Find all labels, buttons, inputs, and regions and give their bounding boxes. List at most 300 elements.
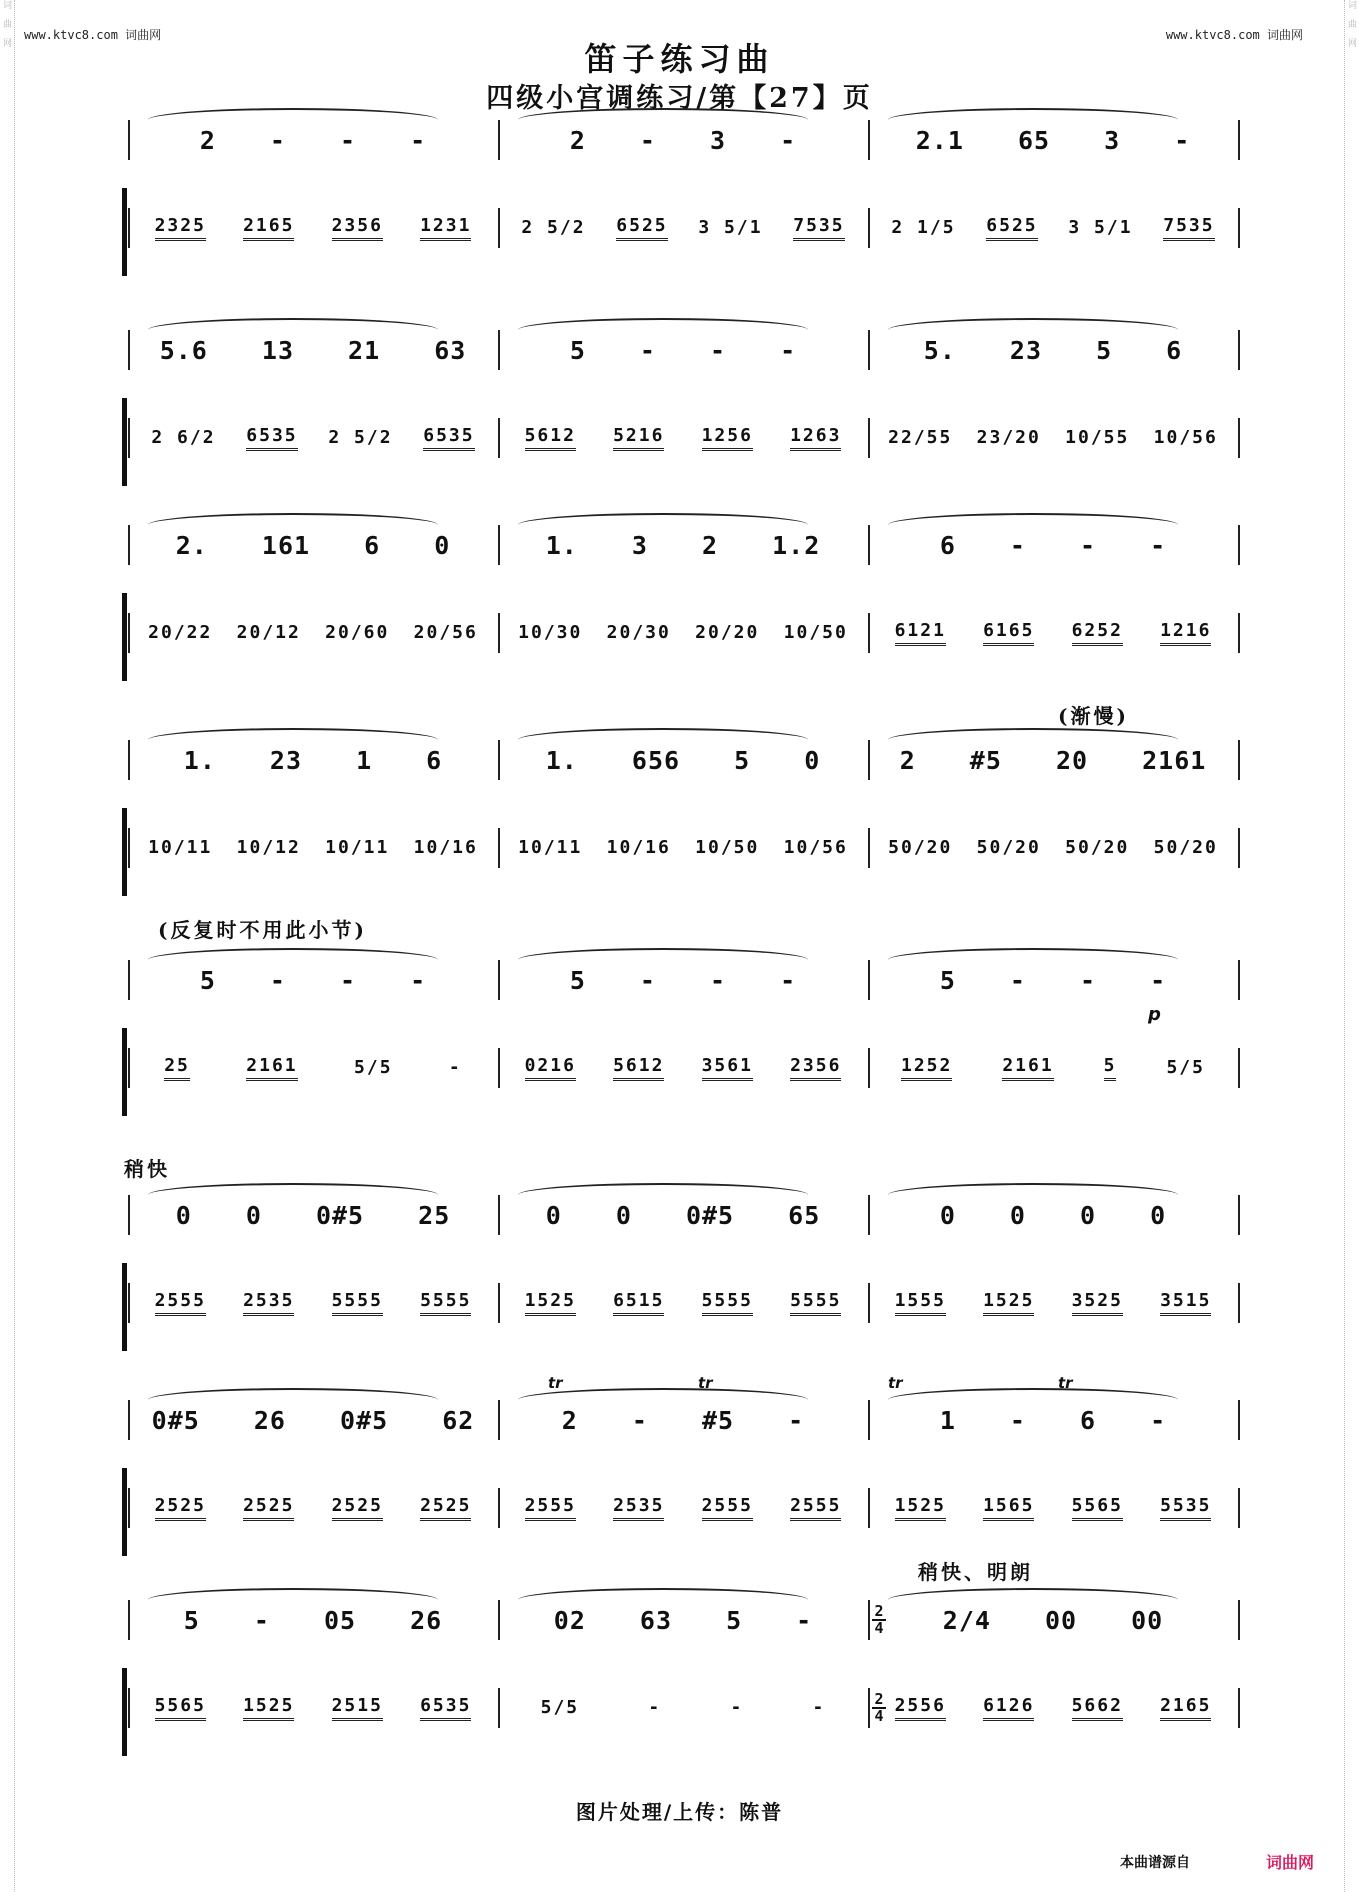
barline xyxy=(1238,1600,1240,1640)
barline xyxy=(868,828,870,868)
melody-measure xyxy=(876,525,1230,565)
melody-notes: 0 0 0#5 25 xyxy=(175,1200,451,1230)
score-system xyxy=(128,1374,1238,1560)
accompaniment-group: 6535 xyxy=(246,425,297,451)
accompaniment-group: 2325 xyxy=(155,215,206,241)
barline xyxy=(868,120,870,160)
accompaniment-measure xyxy=(136,613,490,653)
tempo-annotation: (渐慢) xyxy=(1058,704,1129,728)
accompaniment-measure xyxy=(876,418,1230,458)
phrase-slur xyxy=(888,1183,1178,1195)
accompaniment-group: 5/5 xyxy=(1166,1056,1205,1078)
melody-notes: 2. 161 6 0 xyxy=(175,530,451,560)
upload-credit: 图片处理/上传：陈普 xyxy=(575,1800,784,1824)
accompaniment-group: - xyxy=(812,1696,826,1718)
melody-notes: 0#5 26 0#5 62 xyxy=(151,1405,475,1435)
accompaniment-group: 2555 xyxy=(702,1495,753,1521)
accompaniment-group: 5535 xyxy=(1160,1495,1211,1521)
melody-measure xyxy=(876,1600,1230,1640)
melody-notes: 1. 23 1 6 xyxy=(183,745,443,775)
barline xyxy=(1238,960,1240,1000)
accompaniment-measure xyxy=(506,418,860,458)
barline xyxy=(868,740,870,780)
melody-measure xyxy=(136,1195,490,1235)
accompaniment-group: 50/20 xyxy=(976,836,1041,858)
melody-staff xyxy=(128,1195,1238,1235)
phrase-slur xyxy=(148,318,438,330)
barline xyxy=(868,1048,870,1088)
barline xyxy=(128,1048,130,1088)
system-brace xyxy=(122,1263,127,1351)
tempo-annotation: (反复时不用此小节) xyxy=(158,918,367,942)
accompaniment-group: 2 6/2 xyxy=(151,426,216,448)
accompaniment-group: 6165 xyxy=(983,620,1034,646)
accompaniment-group: 0216 xyxy=(525,1055,576,1081)
accompaniment-group: 1231 xyxy=(420,215,471,241)
accompaniment-group: 25 xyxy=(164,1055,190,1081)
barline xyxy=(868,1600,870,1640)
score-system xyxy=(124,1157,1238,1355)
time-signature-top: 2 xyxy=(874,1602,884,1620)
tempo-annotation: 稍快 xyxy=(124,1157,170,1181)
accompaniment-group: 2 1/5 xyxy=(891,216,956,238)
barline xyxy=(128,1688,130,1728)
barline xyxy=(1238,418,1240,458)
melody-staff xyxy=(128,525,1238,565)
barline xyxy=(498,960,500,1000)
watermark-glyphs: 词曲网 xyxy=(1346,0,1356,57)
barline xyxy=(128,330,130,370)
accompaniment-group: 2515 xyxy=(332,1695,383,1721)
accompaniment-group: 2555 xyxy=(155,1290,206,1316)
trill-mark: tr xyxy=(698,1374,713,1392)
accompaniment-staff xyxy=(128,418,1238,482)
accompaniment-group: 2165 xyxy=(243,215,294,241)
melody-measure xyxy=(506,1400,860,1440)
barline xyxy=(1238,1195,1240,1235)
accompaniment-measure xyxy=(136,1048,490,1088)
accompaniment-group: 20/56 xyxy=(413,621,478,643)
accompaniment-group: 2165 xyxy=(1160,1695,1211,1721)
accompaniment-group: 3 5/1 xyxy=(1068,216,1133,238)
barline xyxy=(498,120,500,160)
accompaniment-staff xyxy=(128,828,1238,892)
melody-notes: 2.1 65 3 - xyxy=(915,125,1191,155)
barline xyxy=(1238,208,1240,248)
barline xyxy=(128,1600,130,1640)
accompaniment-measure xyxy=(506,1488,860,1528)
accompaniment-group: 3561 xyxy=(702,1055,753,1081)
melody-notes: 5 - - - xyxy=(569,335,797,365)
barline xyxy=(1238,1688,1240,1728)
melody-measure xyxy=(506,120,860,160)
accompaniment-measure xyxy=(876,1283,1230,1323)
accompaniment-staff xyxy=(128,1283,1238,1347)
right-watermark-strip xyxy=(1344,0,1359,1892)
accompaniment-group: 1263 xyxy=(790,425,841,451)
accompaniment-group: 23/20 xyxy=(976,426,1041,448)
melody-notes: 5 - - - xyxy=(199,965,427,995)
phrase-slur xyxy=(888,728,1178,740)
barline xyxy=(128,740,130,780)
barline xyxy=(498,525,500,565)
trill-mark: tr xyxy=(888,1374,903,1392)
watermark-glyphs: 词曲网 xyxy=(1,0,11,57)
accompaniment-measure xyxy=(876,1688,1230,1728)
melody-measure xyxy=(136,525,490,565)
melody-measure xyxy=(506,740,860,780)
barline xyxy=(498,1600,500,1640)
accompaniment-group: 5/5 xyxy=(540,1696,580,1718)
accompaniment-group: 2161 xyxy=(246,1055,297,1081)
melody-staff xyxy=(128,740,1238,780)
accompaniment-staff xyxy=(128,613,1238,677)
accompaniment-group: 20/60 xyxy=(325,621,390,643)
time-signature-bottom: 4 xyxy=(874,1619,884,1637)
phrase-slur xyxy=(518,318,808,330)
barline xyxy=(868,613,870,653)
time-signature-top: 2 xyxy=(874,1690,884,1708)
barline xyxy=(868,960,870,1000)
melody-measure xyxy=(136,330,490,370)
melody-measure xyxy=(136,740,490,780)
accompaniment-measure xyxy=(876,828,1230,868)
barline xyxy=(868,1400,870,1440)
barline xyxy=(498,828,500,868)
accompaniment-group: 3525 xyxy=(1072,1290,1123,1316)
barline xyxy=(128,960,130,1000)
accompaniment-group: 5216 xyxy=(613,425,664,451)
accompaniment-staff xyxy=(128,1048,1238,1112)
melody-measure xyxy=(136,960,490,1000)
accompaniment-group: 5662 xyxy=(1072,1695,1123,1721)
melody-measure xyxy=(876,120,1230,160)
accompaniment-group: 1525 xyxy=(243,1695,294,1721)
accompaniment-measure xyxy=(506,613,860,653)
accompaniment-measure xyxy=(876,613,1230,653)
accompaniment-group: 50/20 xyxy=(1065,836,1130,858)
accompaniment-group: 2555 xyxy=(525,1495,576,1521)
accompaniment-group: 2555 xyxy=(790,1495,841,1521)
barline xyxy=(498,1195,500,1235)
melody-staff xyxy=(128,330,1238,370)
site-watermark-left: www.ktvc8.com 词曲网 xyxy=(24,28,162,42)
accompaniment-group: 10/56 xyxy=(783,836,848,858)
source-label: 本曲谱源自 xyxy=(1120,1855,1190,1871)
accompaniment-measure xyxy=(136,418,490,458)
accompaniment-group: 10/11 xyxy=(518,836,583,858)
melody-staff xyxy=(128,1600,1238,1640)
barline xyxy=(868,525,870,565)
accompaniment-group: 2525 xyxy=(332,1495,383,1521)
phrase-slur xyxy=(888,513,1178,525)
melody-notes: 2 - - - xyxy=(199,125,427,155)
melody-staff xyxy=(128,960,1238,1000)
accompaniment-group: 10/11 xyxy=(325,836,390,858)
accompaniment-group: 2 5/2 xyxy=(521,216,586,238)
accompaniment-group: 3515 xyxy=(1160,1290,1211,1316)
barline xyxy=(498,208,500,248)
accompaniment-group: 5555 xyxy=(332,1290,383,1316)
score-subtitle: 四级小宫调练习/第【27】页 xyxy=(486,83,873,114)
accompaniment-measure xyxy=(506,1283,860,1323)
barline xyxy=(868,208,870,248)
accompaniment-measure xyxy=(876,1488,1230,1528)
melody-staff xyxy=(128,1400,1238,1440)
accompaniment-measure xyxy=(136,208,490,248)
accompaniment-group: 1525 xyxy=(983,1290,1034,1316)
accompaniment-group: 10/55 xyxy=(1065,426,1130,448)
accompaniment-measure xyxy=(136,1488,490,1528)
accompaniment-group: 7535 xyxy=(793,215,844,241)
accompaniment-group: 22/55 xyxy=(888,426,953,448)
accompaniment-group: 1525 xyxy=(895,1495,946,1521)
barline xyxy=(498,740,500,780)
barline xyxy=(868,1488,870,1528)
accompaniment-group: 1565 xyxy=(983,1495,1034,1521)
accompaniment-group: 5/5 xyxy=(354,1056,393,1078)
barline xyxy=(1238,828,1240,868)
accompaniment-group: 2356 xyxy=(332,215,383,241)
barline xyxy=(128,613,130,653)
melody-measure xyxy=(136,1600,490,1640)
phrase-slur xyxy=(148,1588,438,1600)
barline xyxy=(868,1195,870,1235)
accompaniment-group: 1216 xyxy=(1160,620,1211,646)
melody-notes: 5. 23 5 6 xyxy=(923,335,1183,365)
barline xyxy=(128,525,130,565)
score-system xyxy=(128,330,1238,490)
accompaniment-group: - xyxy=(648,1696,662,1718)
system-brace xyxy=(122,808,127,896)
melody-measure xyxy=(506,1600,860,1640)
accompaniment-group: 6121 xyxy=(895,620,946,646)
barline xyxy=(868,330,870,370)
accompaniment-group: 5 xyxy=(1104,1055,1117,1081)
phrase-slur xyxy=(518,728,808,740)
barline xyxy=(498,418,500,458)
dynamic-marking: p xyxy=(1148,1004,1161,1025)
accompaniment-group: 6535 xyxy=(420,1695,471,1721)
barline xyxy=(498,1400,500,1440)
accompaniment-group: 5555 xyxy=(420,1290,471,1316)
barline xyxy=(498,1048,500,1088)
accompaniment-group: 10/56 xyxy=(1153,426,1218,448)
phrase-slur xyxy=(148,513,438,525)
accompaniment-measure xyxy=(506,1688,860,1728)
phrase-slur xyxy=(518,948,808,960)
barline xyxy=(498,330,500,370)
barline xyxy=(128,120,130,160)
barline xyxy=(128,1488,130,1528)
melody-measure xyxy=(136,120,490,160)
melody-measure xyxy=(506,960,860,1000)
accompaniment-group: 2556 xyxy=(895,1695,946,1721)
time-signature xyxy=(872,1604,886,1636)
melody-measure xyxy=(876,740,1230,780)
accompaniment-group: 5555 xyxy=(702,1290,753,1316)
melody-staff xyxy=(128,120,1238,160)
accompaniment-group: 20/22 xyxy=(148,621,213,643)
accompaniment-group: 1555 xyxy=(895,1290,946,1316)
melody-notes: 0 0 0 0 xyxy=(939,1200,1167,1230)
score-system xyxy=(128,704,1238,900)
score-system xyxy=(128,525,1238,685)
barline xyxy=(128,1195,130,1235)
accompaniment-group: 6126 xyxy=(983,1695,1034,1721)
barline xyxy=(128,1400,130,1440)
barline xyxy=(1238,1048,1240,1088)
melody-notes: 02 63 5 - xyxy=(553,1605,813,1635)
barline xyxy=(1238,613,1240,653)
melody-notes: 2 #5 20 2161 xyxy=(899,745,1207,775)
phrase-slur xyxy=(888,948,1178,960)
accompaniment-group: 2525 xyxy=(155,1495,206,1521)
score-title: 笛子练习曲 xyxy=(584,40,775,78)
left-watermark-strip xyxy=(0,0,15,1892)
melody-notes: 5 - - - xyxy=(939,965,1167,995)
accompaniment-group: 5565 xyxy=(1072,1495,1123,1521)
score-system xyxy=(128,918,1238,1120)
accompaniment-group: 3 5/1 xyxy=(698,216,763,238)
accompaniment-group: 50/20 xyxy=(888,836,953,858)
barline xyxy=(1238,1488,1240,1528)
system-brace xyxy=(122,1028,127,1116)
accompaniment-staff xyxy=(128,1488,1238,1552)
melody-notes: 2 - 3 - xyxy=(569,125,797,155)
accompaniment-measure xyxy=(506,1048,860,1088)
phrase-slur xyxy=(888,318,1178,330)
accompaniment-staff xyxy=(128,208,1238,272)
system-brace xyxy=(122,593,127,681)
accompaniment-staff xyxy=(128,1688,1238,1752)
accompaniment-group: 1252 xyxy=(901,1055,952,1081)
accompaniment-group: 2 5/2 xyxy=(328,426,393,448)
system-brace xyxy=(122,398,127,486)
barline xyxy=(1238,525,1240,565)
accompaniment-group: 20/30 xyxy=(606,621,671,643)
accompaniment-group: 10/50 xyxy=(783,621,848,643)
accompaniment-measure xyxy=(506,828,860,868)
accompaniment-group: 10/30 xyxy=(518,621,583,643)
phrase-slur xyxy=(148,728,438,740)
score-system xyxy=(128,1560,1238,1760)
melody-notes: 2/4 00 00 xyxy=(942,1605,1164,1635)
tempo-annotation: 稍快、明朗 xyxy=(918,1560,1033,1584)
accompaniment-group: 2535 xyxy=(243,1290,294,1316)
melody-notes: 2 - #5 - xyxy=(561,1405,805,1435)
melody-measure xyxy=(876,1195,1230,1235)
barline xyxy=(498,1283,500,1323)
phrase-slur xyxy=(148,1388,438,1400)
accompaniment-measure xyxy=(136,1688,490,1728)
accompaniment-group: 50/20 xyxy=(1153,836,1218,858)
accompaniment-group: 2525 xyxy=(243,1495,294,1521)
barline xyxy=(868,418,870,458)
barline xyxy=(128,418,130,458)
phrase-slur xyxy=(518,1183,808,1195)
accompaniment-group: 5612 xyxy=(525,425,576,451)
melody-measure xyxy=(136,1400,490,1440)
phrase-slur xyxy=(518,513,808,525)
melody-measure xyxy=(506,1195,860,1235)
accompaniment-measure xyxy=(506,208,860,248)
melody-notes: 0 0 0#5 65 xyxy=(545,1200,821,1230)
accompaniment-group: 10/16 xyxy=(606,836,671,858)
accompaniment-group: 6525 xyxy=(986,215,1037,241)
accompaniment-group: 5555 xyxy=(790,1290,841,1316)
accompaniment-group: 2161 xyxy=(1002,1055,1053,1081)
melody-notes: 1 - 6 - xyxy=(939,1405,1167,1435)
accompaniment-group: 2535 xyxy=(613,1495,664,1521)
accompaniment-group: - xyxy=(730,1696,744,1718)
accompaniment-measure xyxy=(136,828,490,868)
accompaniment-group: 20/20 xyxy=(695,621,760,643)
trill-mark: tr xyxy=(1058,1374,1073,1392)
accompaniment-group: 10/50 xyxy=(695,836,760,858)
phrase-slur xyxy=(518,1588,808,1600)
barline xyxy=(498,1488,500,1528)
barline xyxy=(1238,1283,1240,1323)
accompaniment-group: 1525 xyxy=(525,1290,576,1316)
melody-notes: 6 - - - xyxy=(939,530,1167,560)
accompaniment-measure xyxy=(136,1283,490,1323)
melody-notes: 5 - - - xyxy=(569,965,797,995)
accompaniment-group: 5612 xyxy=(613,1055,664,1081)
accompaniment-group: 5565 xyxy=(155,1695,206,1721)
accompaniment-group: - xyxy=(448,1056,462,1078)
melody-notes: 1. 656 5 0 xyxy=(545,745,821,775)
barline xyxy=(128,1283,130,1323)
accompaniment-group: 2356 xyxy=(790,1055,841,1081)
barline xyxy=(128,828,130,868)
system-brace xyxy=(122,1468,127,1556)
accompaniment-group: 10/11 xyxy=(148,836,213,858)
accompaniment-group: 10/16 xyxy=(413,836,478,858)
melody-notes: 1. 3 2 1.2 xyxy=(545,530,821,560)
melody-measure xyxy=(876,1400,1230,1440)
barline xyxy=(1238,120,1240,160)
melody-measure xyxy=(506,525,860,565)
accompaniment-group: 6515 xyxy=(613,1290,664,1316)
barline xyxy=(868,1283,870,1323)
barline xyxy=(498,613,500,653)
phrase-slur xyxy=(148,948,438,960)
melody-notes: 5.6 13 21 63 xyxy=(159,335,467,365)
accompaniment-measure xyxy=(876,208,1230,248)
accompaniment-group: 2525 xyxy=(420,1495,471,1521)
score-system xyxy=(128,120,1238,280)
barline xyxy=(1238,740,1240,780)
melody-notes: 5 - 05 26 xyxy=(183,1605,443,1635)
time-signature-bottom: 4 xyxy=(874,1707,884,1725)
accompaniment-measure xyxy=(876,1048,1230,1088)
barline xyxy=(1238,1400,1240,1440)
time-signature xyxy=(872,1692,886,1724)
accompaniment-group: 6252 xyxy=(1072,620,1123,646)
barline xyxy=(1238,330,1240,370)
site-watermark-right: www.ktvc8.com 词曲网 xyxy=(1165,28,1303,42)
accompaniment-group: 1256 xyxy=(702,425,753,451)
phrase-slur xyxy=(148,1183,438,1195)
accompaniment-group: 6535 xyxy=(423,425,474,451)
system-brace xyxy=(122,1668,127,1756)
melody-measure xyxy=(876,330,1230,370)
system-brace xyxy=(122,188,127,276)
barline xyxy=(128,208,130,248)
phrase-slur xyxy=(888,1588,1178,1600)
accompaniment-group: 10/12 xyxy=(236,836,301,858)
